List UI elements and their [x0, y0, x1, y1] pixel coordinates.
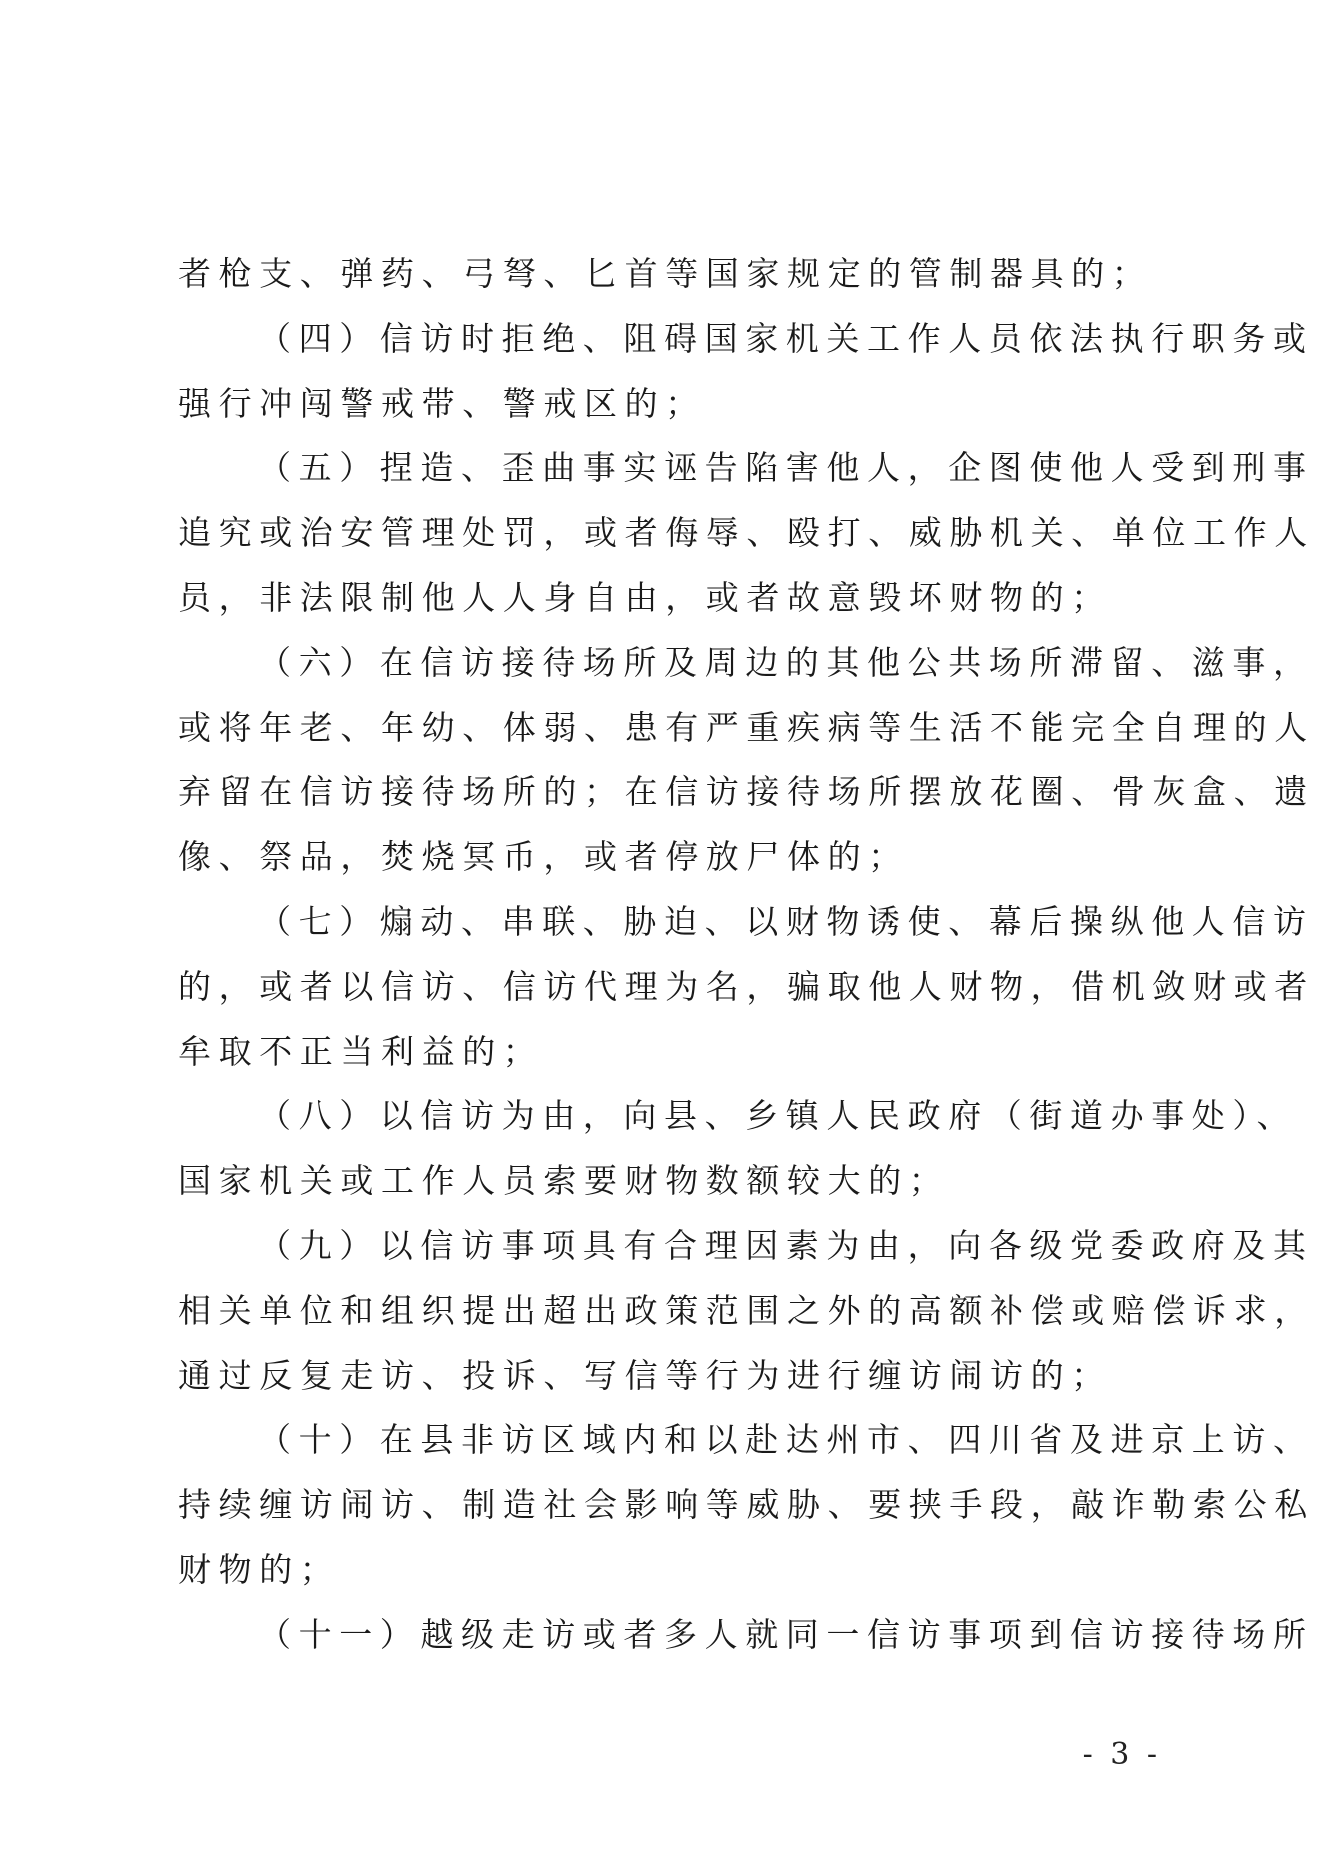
clause-10 — [178, 1408, 1315, 1602]
text-line: （七）煽动、串联、胁迫、以财物诱使、幕后操纵他人信访 — [258, 901, 1314, 941]
clause-7 — [178, 890, 1315, 1084]
page-number: - 3 - — [1082, 1737, 1161, 1772]
text-line: 持续缠访闹访、制造社会影响等威胁、要挟手段，敲诈勒索公私 — [178, 1485, 1315, 1525]
text-line: 追究或治安管理处罚，或者侮辱、殴打、威胁机关、单位工作人 — [178, 513, 1315, 553]
paragraph-continuation — [178, 242, 1158, 307]
text-line: （十一）越级走访或者多人就同一信访事项到信访接待场所 — [258, 1614, 1314, 1654]
clause-11 — [178, 1603, 1314, 1668]
clause-9 — [178, 1214, 1315, 1408]
text-line: 弃留在信访接待场所的；在信访接待场所摆放花圈、骨灰盒、遗 — [178, 772, 1315, 812]
text-line: 强行冲闯警戒带、警戒区的； — [178, 383, 706, 423]
text-line: （十）在县非访区域内和以赴达州市、四川省及进京上访、 — [258, 1420, 1314, 1460]
text-line: 的，或者以信访、信访代理为名，骗取他人财物，借机敛财或者 — [178, 966, 1315, 1006]
text-line: （六）在信访接待场所及周边的其他公共场所滞留、滋事， — [258, 642, 1314, 682]
document-body — [178, 242, 1315, 1668]
text-line: 国家机关或工作人员索要财物数额较大的； — [178, 1161, 950, 1201]
text-line: （四）信访时拒绝、阻碍国家机关工作人员依法执行职务或 — [258, 318, 1314, 358]
clause-4 — [178, 307, 1314, 437]
text-line: 通过反复走访、投诉、写信等行为进行缠访闹访的； — [178, 1355, 1112, 1395]
text-line: （八）以信访为由，向县、乡镇人民政府（街道办事处）、 — [258, 1096, 1298, 1136]
text-line: 或将年老、年幼、体弱、患有严重疾病等生活不能完全自理的人 — [178, 707, 1315, 747]
text-line: （九）以信访事项具有合理因素为由，向各级党委政府及其 — [258, 1225, 1314, 1265]
text-line: 员，非法限制他人人身自由，或者故意毁坏财物的； — [178, 577, 1112, 617]
text-line: 相关单位和组织提出超出政策范围之外的高额补偿或赔偿诉求， — [178, 1290, 1315, 1330]
clause-8 — [178, 1084, 1298, 1214]
text-line: （五）捏造、歪曲事实诬告陷害他人，企图使他人受到刑事 — [258, 448, 1314, 488]
text-line: 牟取不正当利益的； — [178, 1031, 544, 1071]
text-line: 财物的； — [178, 1549, 341, 1589]
clause-6 — [178, 631, 1315, 890]
text-line: 像、祭品，焚烧冥币，或者停放尸体的； — [178, 837, 909, 877]
clause-5 — [178, 436, 1315, 630]
text-line: 者枪支、弹药、弓弩、匕首等国家规定的管制器具的； — [178, 254, 1153, 293]
